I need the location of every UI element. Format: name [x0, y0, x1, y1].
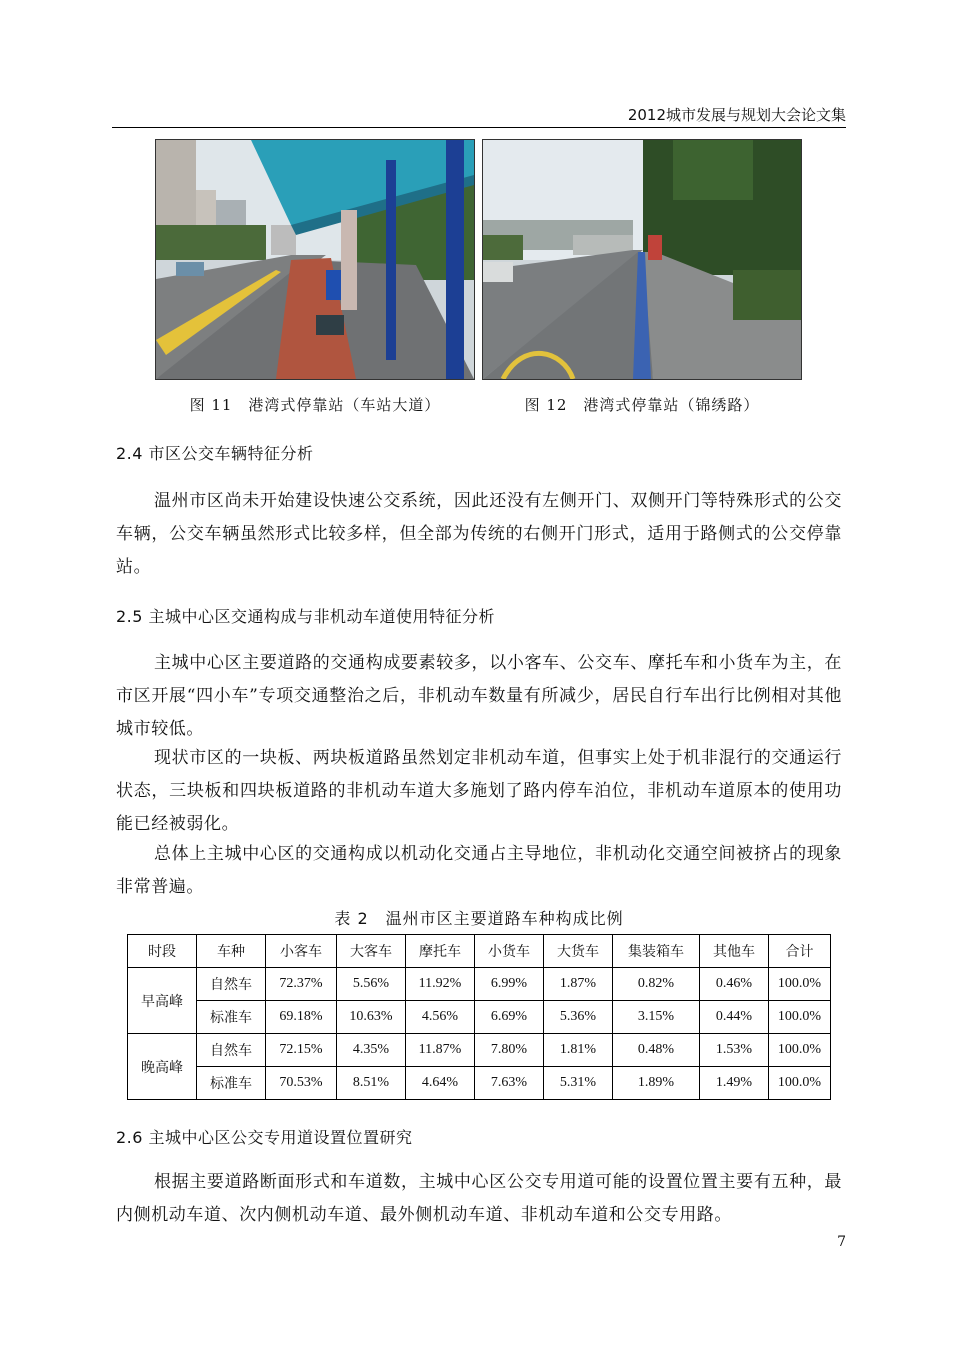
table-row: [128, 1001, 831, 1034]
value-cell: 100.0%: [769, 1067, 831, 1100]
table-header-cell: 小货车: [475, 935, 544, 968]
header-rule: [112, 127, 846, 128]
table-header-cell: 小客车: [266, 935, 337, 968]
vehicle-type-cell: 标准车: [197, 1067, 266, 1100]
value-cell: 0.82%: [613, 968, 700, 1001]
value-cell: 3.15%: [613, 1001, 700, 1034]
value-cell: 11.87%: [406, 1034, 475, 1067]
table-header-cell: 大货车: [544, 935, 613, 968]
table-header-cell: 摩托车: [406, 935, 475, 968]
page-number: 7: [837, 1234, 846, 1250]
value-cell: 5.31%: [544, 1067, 613, 1100]
value-cell: 100.0%: [769, 1034, 831, 1067]
figure-11-photo: [155, 139, 475, 380]
value-cell: 8.51%: [337, 1067, 406, 1100]
value-cell: 72.15%: [266, 1034, 337, 1067]
value-cell: 0.46%: [700, 968, 769, 1001]
period-cell: 晚高峰: [128, 1034, 197, 1100]
value-cell: 1.49%: [700, 1067, 769, 1100]
section-2-5-paragraph-1: 主城中心区主要道路的交通构成要素较多，以小客车、公交车、摩托车和小货车为主，在市区开展“四小车”专项交通整治之后，非机动车数量有所减少，居民自行车出行比例相对其他城市较低。: [116, 653, 842, 739]
table-2-title: 表 2 温州市区主要道路车种构成比例: [334, 909, 624, 928]
table-row: [128, 1034, 831, 1067]
value-cell: 6.69%: [475, 1001, 544, 1034]
section-2-5-heading: 2.5 主城中心区交通构成与非机动车道使用特征分析: [116, 607, 496, 626]
section-2-6-paragraph-1: 根据主要道路断面形式和车道数，主城中心区公交专用道可能的设置位置主要有五种，最内侧机动车道、次内侧机动车道、最外侧机动车道、非机动车道和公交专用路。: [116, 1172, 842, 1225]
value-cell: 4.56%: [406, 1001, 475, 1034]
value-cell: 1.81%: [544, 1034, 613, 1067]
value-cell: 10.63%: [337, 1001, 406, 1034]
value-cell: 100.0%: [769, 968, 831, 1001]
table-header-cell: 其他车: [700, 935, 769, 968]
value-cell: 70.53%: [266, 1067, 337, 1100]
value-cell: 0.44%: [700, 1001, 769, 1034]
section-2-6-heading: 2.6 主城中心区公交专用道设置位置研究: [116, 1128, 413, 1147]
section-2-4-heading: 2.4 市区公交车辆特征分析: [116, 444, 314, 463]
table-header-cell: 集装箱车: [613, 935, 700, 968]
vehicle-type-cell: 标准车: [197, 1001, 266, 1034]
vehicle-composition-table: [127, 934, 831, 1100]
table-header-cell: 车种: [197, 935, 266, 968]
table-row: [128, 1067, 831, 1100]
table-row: [128, 968, 831, 1001]
table-header-cell: 合计: [769, 935, 831, 968]
section-2-4-paragraph-1: 温州市区尚未开始建设快速公交系统，因此还没有左侧开门、双侧开门等特殊形式的公交车辆，公交车辆虽然形式比较多样，但全部为传统的右侧开门形式，适用于路侧式的公交停靠站。: [116, 491, 842, 577]
figure-12-photo: [482, 139, 802, 380]
value-cell: 1.53%: [700, 1034, 769, 1067]
period-cell: 早高峰: [128, 968, 197, 1034]
table-header-cell: 时段: [128, 935, 197, 968]
vehicle-type-cell: 自然车: [197, 968, 266, 1001]
figure-12-caption: 图 12 港湾式停靠站（锦绣路）: [524, 396, 760, 414]
section-2-5-paragraph-3: 总体上主城中心区的交通构成以机动化交通占主导地位，非机动化交通空间被挤占的现象非常普遍。: [116, 844, 842, 897]
running-title: 2012城市发展与规划大会论文集: [627, 106, 846, 124]
value-cell: 7.80%: [475, 1034, 544, 1067]
table-header-row: [128, 935, 831, 968]
value-cell: 4.64%: [406, 1067, 475, 1100]
value-cell: 6.99%: [475, 968, 544, 1001]
value-cell: 69.18%: [266, 1001, 337, 1034]
value-cell: 5.56%: [337, 968, 406, 1001]
table-header-cell: 大客车: [337, 935, 406, 968]
value-cell: 5.36%: [544, 1001, 613, 1034]
value-cell: 72.37%: [266, 968, 337, 1001]
value-cell: 11.92%: [406, 968, 475, 1001]
value-cell: 1.87%: [544, 968, 613, 1001]
section-2-5-paragraph-2: 现状市区的一块板、两块板道路虽然划定非机动车道，但事实上处于机非混行的交通运行状态，三块板和四块板道路的非机动车道大多施划了路内停车泊位，非机动车道原本的使用功能已经被弱化。: [116, 748, 842, 834]
figure-11-caption: 图 11 港湾式停靠站（车站大道）: [189, 396, 441, 414]
value-cell: 0.48%: [613, 1034, 700, 1067]
value-cell: 7.63%: [475, 1067, 544, 1100]
value-cell: 100.0%: [769, 1001, 831, 1034]
vehicle-type-cell: 自然车: [197, 1034, 266, 1067]
value-cell: 1.89%: [613, 1067, 700, 1100]
value-cell: 4.35%: [337, 1034, 406, 1067]
